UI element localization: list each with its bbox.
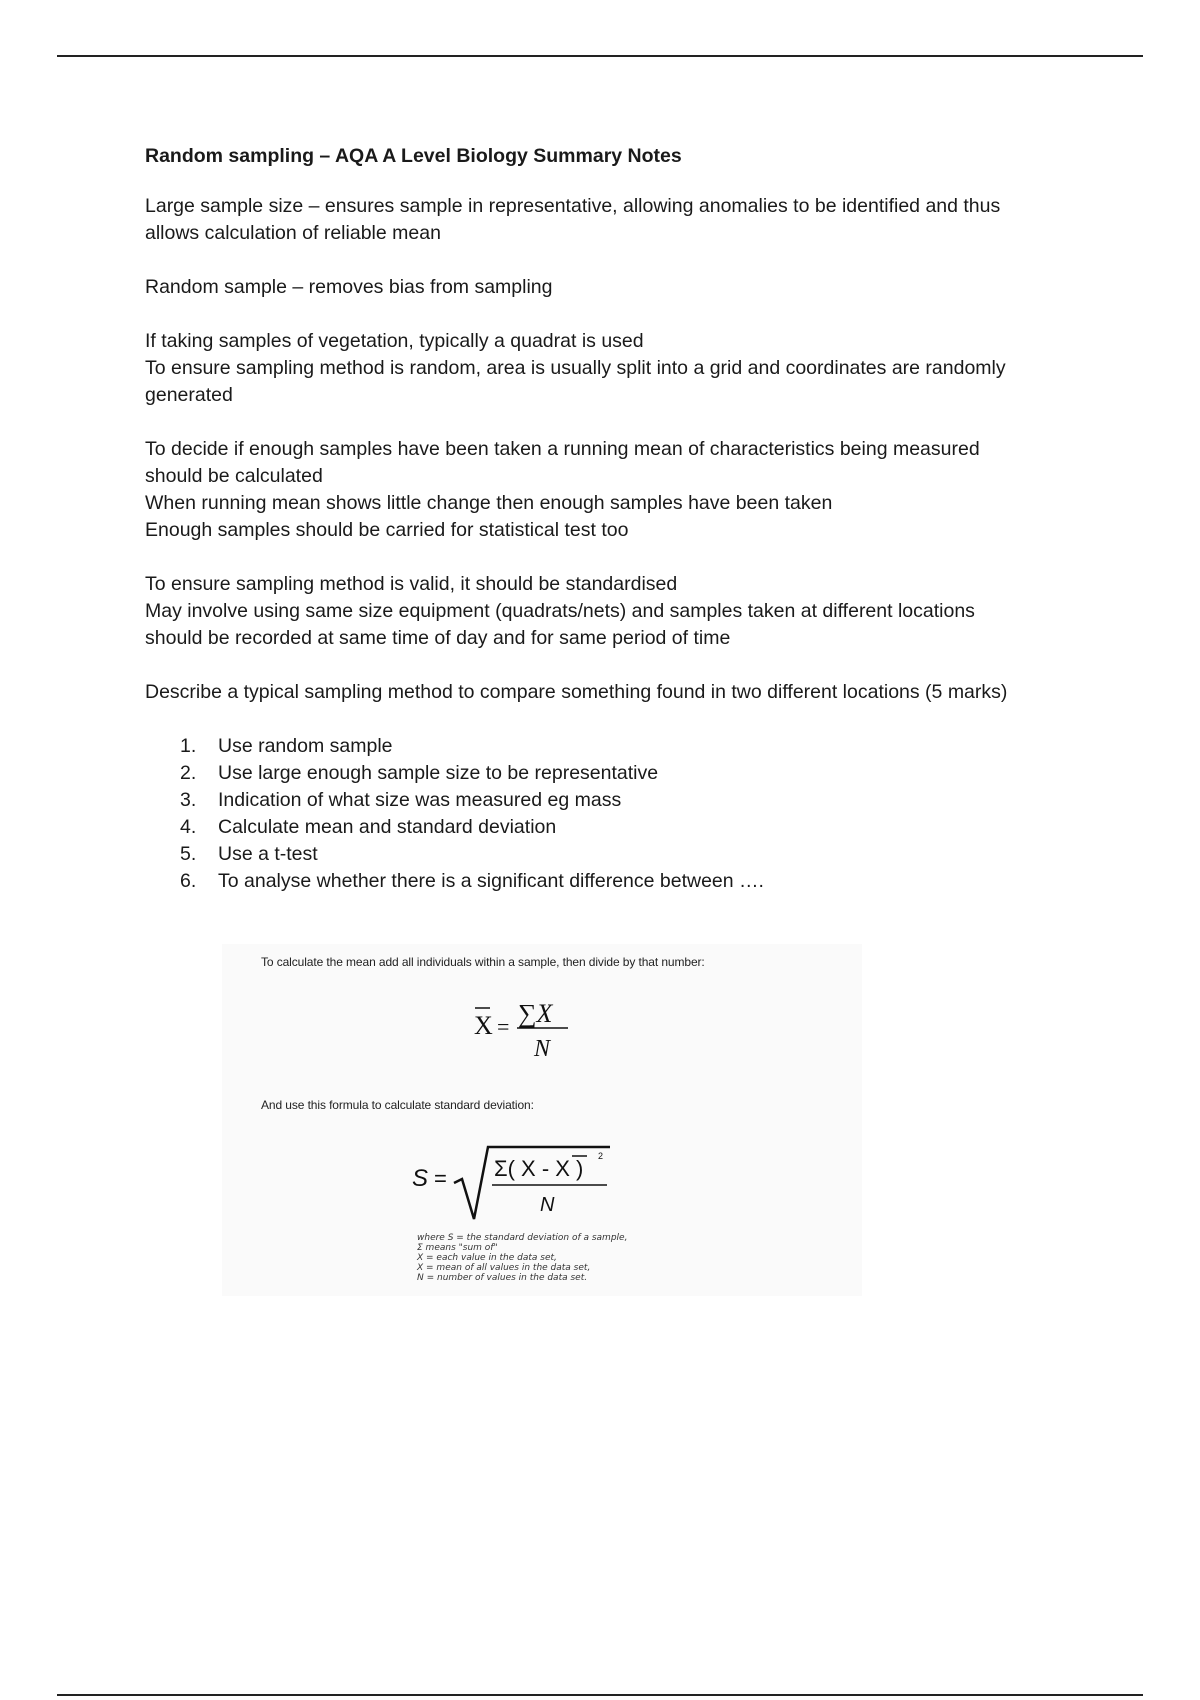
text-line: Enough samples should be carried for statistical test too bbox=[145, 519, 629, 541]
paragraph-random-sample bbox=[145, 274, 1075, 301]
paragraph-quadrat bbox=[145, 328, 1075, 409]
formula-figure bbox=[222, 944, 862, 1296]
mean-numerator: ∑X bbox=[518, 999, 553, 1028]
list-item: 3. Indication of what size was measured eg mass bbox=[180, 789, 622, 811]
note-line: X = mean of all values in the data set, bbox=[417, 1263, 591, 1273]
mean-lhs: X bbox=[474, 1011, 493, 1040]
text-line: should be recorded at same time of day and for same period of time bbox=[145, 627, 731, 649]
text-line: allows calculation of reliable mean bbox=[145, 222, 441, 244]
paragraph-question bbox=[145, 679, 1075, 706]
text-line: If taking samples of vegetation, typically a quadrat is used bbox=[145, 330, 644, 352]
text-line: generated bbox=[145, 384, 233, 406]
header-rule bbox=[57, 55, 1143, 57]
list-item: 6. To analyse whether there is a significant difference between …. bbox=[180, 870, 764, 892]
sd-formula bbox=[412, 1139, 632, 1229]
paragraph-running-mean bbox=[145, 436, 1075, 544]
text-line: To decide if enough samples have been taken a running mean of characteristics being measured bbox=[145, 438, 980, 460]
sd-equals: = bbox=[434, 1166, 447, 1191]
list-item: 1. Use random sample bbox=[180, 735, 393, 757]
formula-notes bbox=[417, 1233, 627, 1283]
list-item: 4. Calculate mean and standard deviation bbox=[180, 816, 557, 838]
paragraph-sample-size bbox=[145, 193, 1075, 247]
paragraph-standardised bbox=[145, 571, 1075, 652]
method-steps-list bbox=[145, 733, 1075, 895]
text-line: To ensure sampling method is valid, it should be standardised bbox=[145, 573, 678, 595]
sd-lhs: S bbox=[412, 1165, 429, 1192]
text-line: May involve using same size equipment (quadrats/nets) and samples taken at different locations bbox=[145, 600, 975, 622]
sd-numerator: Σ( X - X ) bbox=[494, 1156, 584, 1181]
text-line: Large sample size – ensures sample in representative, allowing anomalies to be identified and thus bbox=[145, 195, 1001, 217]
mean-equals: = bbox=[497, 1014, 510, 1039]
text-line: To ensure sampling method is random, area is usually split into a grid and coordinates are randomly bbox=[145, 357, 1006, 379]
note-line: X = each value in the data set, bbox=[417, 1253, 557, 1263]
text-line: When running mean shows little change then enough samples have been taken bbox=[145, 492, 833, 514]
sd-exponent: 2 bbox=[598, 1151, 604, 1161]
mean-caption: To calculate the mean add all individuals within a sample, then divide by that number: bbox=[261, 955, 705, 969]
list-item: 2. Use large enough sample size to be representative bbox=[180, 762, 659, 784]
sd-denominator: N bbox=[540, 1194, 555, 1216]
document-title: Random sampling – AQA A Level Biology Summary Notes bbox=[145, 145, 682, 167]
list-item: 5. Use a t-test bbox=[180, 843, 318, 865]
text-line: Random sample – removes bias from sampling bbox=[145, 276, 553, 298]
text-line: should be calculated bbox=[145, 465, 323, 487]
mean-formula bbox=[470, 994, 590, 1064]
note-line: where S = the standard deviation of a sample, bbox=[417, 1233, 628, 1243]
note-line: Σ means "sum of" bbox=[417, 1243, 498, 1253]
question-text: Describe a typical sampling method to compare something found in two different locations (5 marks) bbox=[145, 681, 1008, 703]
mean-denominator: N bbox=[534, 1036, 551, 1062]
document-body bbox=[145, 143, 1075, 895]
footer-rule bbox=[57, 1694, 1143, 1696]
note-line: N = number of values in the data set. bbox=[417, 1273, 588, 1283]
sd-caption: And use this formula to calculate standard deviation: bbox=[261, 1098, 534, 1112]
